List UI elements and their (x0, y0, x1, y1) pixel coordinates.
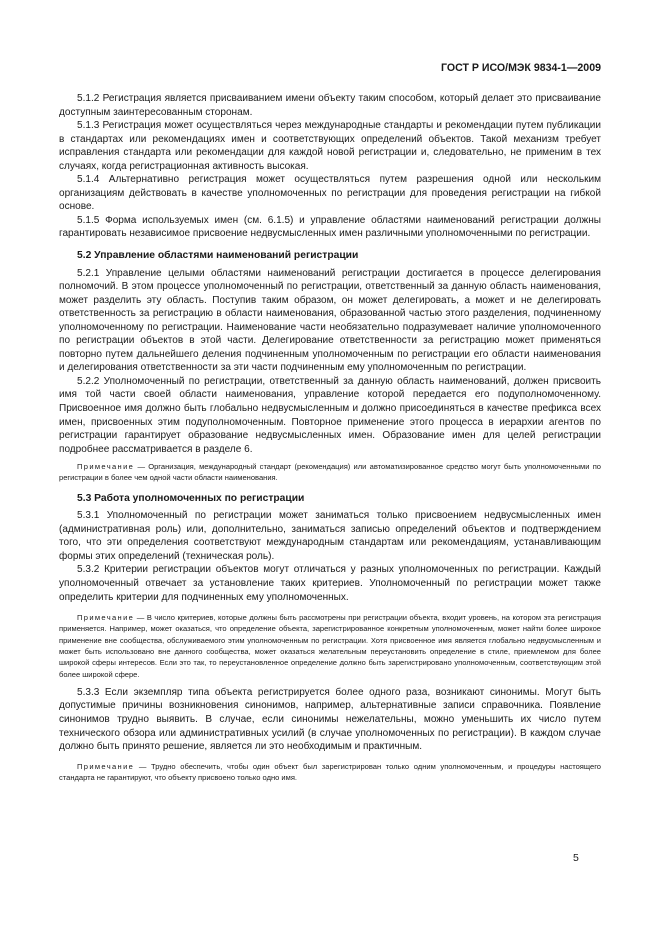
section-heading-5-2: 5.2 Управление областями наименований регистрации (77, 250, 359, 262)
paragraph-5-3-1: 5.3.1 Уполномоченный по регистрации может заниматься только присвоением недвусмысленных имен (административная роль) или, дополнительно, заниматься записью определений объектов и подтверждением того, что эти определения соответствуют международным стандартам или рекомендациям, устанавливающим формы этих определений (техническая роль). (59, 510, 601, 562)
note-2 (59, 612, 601, 680)
note-1 (59, 461, 601, 484)
paragraph-5-2-2: 5.2.2 Уполномоченный по регистрации, ответственный за данную область наименований, должен присвоить имя той части своей области наименования, управление которой передается его подуполномоченному. Присвоенное имя должно быть глобально недвусмысленным и должно присоединяться в качестве префикса всех имен, присвоенных этим подуполномоченным. Повторное применение этого процесса в иерархии агентов по регистрации гарантирует образование недвусмысленных имен. Образование имен для целей регистрации подробнее рассматривается в разделе 6. (59, 375, 601, 455)
note-text: — Организация, международный стандарт (рекомендация) или автоматизированное средство могут быть уполномоченными по регистрации в более чем одной части области наименования. (59, 462, 601, 483)
paragraph-5-1-4: 5.1.4 Альтернативно регистрация может осуществляться путем разрешения одной или нескольким организациям действовать в качестве уполномоченных по регистрации для проведения регистрации на гибкой основе. (59, 174, 601, 213)
paragraph-5-3-3: 5.3.3 Если экземпляр типа объекта регистрируется более одного раза, возникают синонимы. Могут быть допустимые причины возникновения синонимов, например, альтернативные записи справочника. Появление синонимов трудно выявить. В случае, если синонимы нежелательны, можно уменьшить их число путем технического обзора или административных усилий (в случае уполномоченных по регистрации). В каждом случае должно быть принято решение, является ли это необходимым и практичным. (59, 686, 601, 753)
note-label: Примечание (77, 462, 135, 472)
paragraph-5-1-3: 5.1.3 Регистрация может осуществляться через международные стандарты и рекомендации путем публикации в стандартах или рекомендациях имен и соответствующих определений объектов. Такой механизм требует исправления стандарта или рекомендации для каждой новой регистрации и, следовательно, не применим в тех случаях, когда регистрационная активность высокая. (59, 120, 601, 172)
note-text: — В число критериев, которые должны быть рассмотрены при регистрации объекта, входит уровень, на котором эта регистрация применяется. Например, может оказаться, что определение объекта, зарегистрированное конкретным уполномоченным, может найти более широкое применение вне сообщества, обслуживаемого этим уполномоченным по регистрации. Хотя присвоенное имя является глобально недвусмысленным и может быть использовано вне данного сообщества, может оказаться желательным переустановить определение в стиле, приемлемом для более широкой сферы интересов. Если это так, то переустановленное определение должно быть зарегистрировано уполномоченным, соответствующим этой более широкой сфере. (59, 613, 601, 679)
document-header: ГОСТ Р ИСО/МЭК 9834-1—2009 (440, 62, 601, 74)
paragraph-5-3-2: 5.3.2 Критерии регистрации объектов могут отличаться у разных уполномоченных по регистрации. Каждый уполномоченный отвечает за установление таких критериев. Уполномоченный по регистрации может также определить критерии для подчиненных ему уполномоченных. (59, 564, 601, 603)
section-heading-5-3: 5.3 Работа уполномоченных по регистрации (77, 492, 305, 504)
paragraph-5-2-1: 5.2.1 Управление целыми областями наименований регистрации достигается в процессе делегирования полномочий. В этом процессе уполномоченный по регистрации, ответственный за данную область наименования, может разделить эту область. Поступив таким образом, он может делегировать, а может и не делегировать ответственность за регистрацию в области наименования, образованной частью этого разделения, подчиненному уполномоченному по регистрации. Наименование части необязательно подразумевает наличие уполномоченного по регистрации объектов в этой части. Делегирование ответственности за регистрацию может применяться повторно путем дальнейшего деления подчиненным уполномоченным по регистрации его области наименования и делегирования ответственности за эти части подчиненным ему уполномоченным по регистрации. (59, 267, 601, 374)
paragraph-5-1-2: 5.1.2 Регистрация является присваиванием имени объекту таким способом, который делает это присваивание доступным заинтересованным сторонам. (59, 93, 601, 118)
page-number: 5 (573, 852, 579, 864)
document-body (59, 92, 601, 788)
note-label: Примечание (77, 613, 135, 623)
note-label: Примечание (77, 761, 135, 771)
note-3 (59, 761, 601, 784)
paragraph-5-1-5: 5.1.5 Форма используемых имен (см. 6.1.5) и управление областями наименований регистрации должны гарантировать независимое присвоение недвусмысленных имен различными уполномоченными по регистрации. (59, 214, 601, 240)
note-text: — Трудно обеспечить, чтобы один объект был зарегистрирован только одним уполномоченным, и процедуры настоящего стандарта не гарантируют, что объекту присвоено только одно имя. (59, 761, 601, 782)
